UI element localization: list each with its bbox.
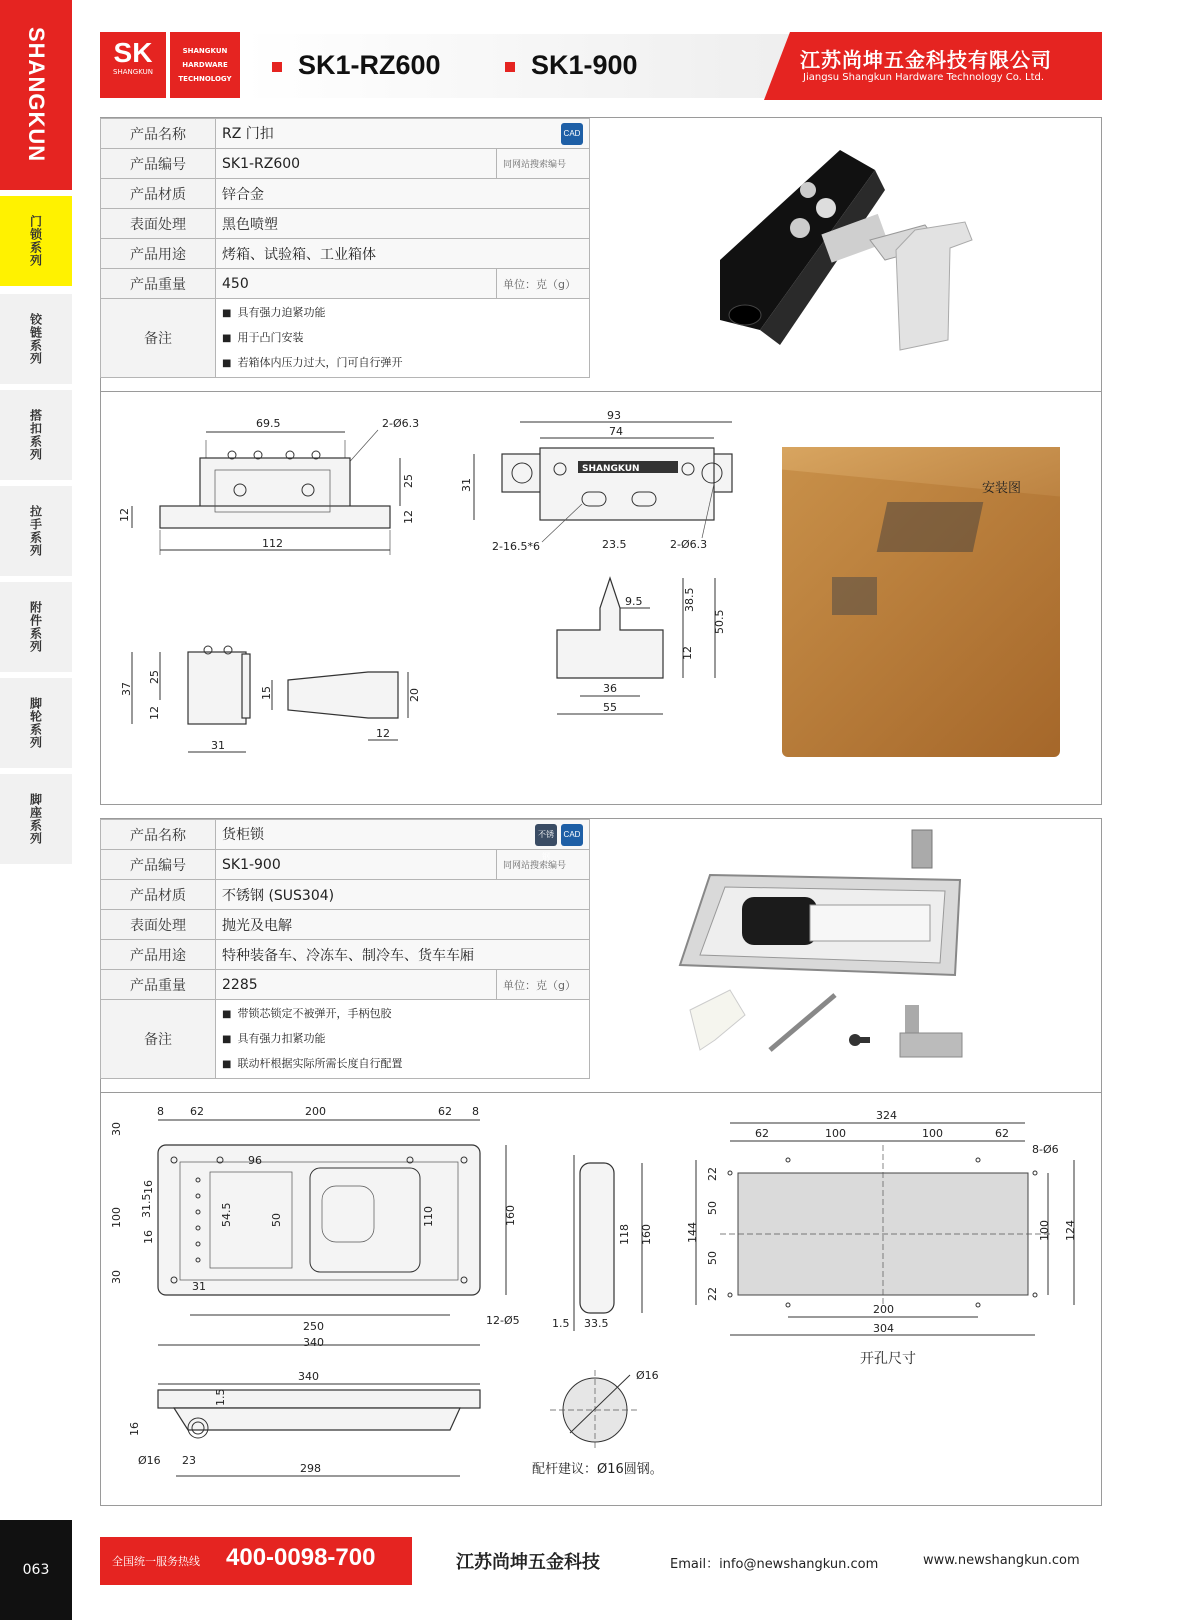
svg-text:100: 100 — [110, 1207, 123, 1228]
svg-text:250: 250 — [303, 1320, 324, 1333]
svg-text:62: 62 — [755, 1127, 769, 1140]
svg-text:100: 100 — [1038, 1220, 1051, 1241]
product1-spec-table: 产品名称 RZ 门扣 CAD 产品编号 SK1-RZ600 同网站搜索编号 产品材质 锌合金 表面处理 黑色喷塑 产品用途 烤箱、试验箱、工业箱体 产品重量 450 单位：克（g） 备注 ■ 具有强力迫紧功能 ■ 用于凸门安装 ■ 若箱体内压力过大，门可自行弹开 — [100, 118, 590, 378]
svg-text:31: 31 — [192, 1280, 206, 1293]
svg-text:31: 31 — [460, 478, 473, 492]
svg-text:36: 36 — [603, 682, 617, 695]
svg-text:16: 16 — [128, 1422, 141, 1436]
svg-text:16: 16 — [142, 1180, 155, 1194]
product1-side-view — [118, 640, 258, 765]
svg-text:54.5: 54.5 — [220, 1202, 233, 1227]
brand-rail-text: SHANGKUN — [24, 27, 49, 163]
logo-text: SHANGKUN HARDWARE TECHNOLOGY — [170, 32, 240, 98]
svg-text:110: 110 — [422, 1206, 435, 1227]
svg-text:340: 340 — [303, 1336, 324, 1349]
svg-text:340: 340 — [298, 1370, 319, 1383]
svg-text:16: 16 — [142, 1230, 155, 1244]
svg-text:25: 25 — [148, 670, 161, 684]
svg-text:50: 50 — [706, 1251, 719, 1265]
cutout-label: 开孔尺寸 — [860, 1351, 916, 1367]
product2-weight: 2285 — [216, 970, 497, 1000]
hotline-number[interactable]: 400-0098-700 — [226, 1544, 376, 1571]
page-number: 063 — [0, 1520, 72, 1620]
nav-item-handle[interactable]: 拉手系列 — [0, 486, 72, 576]
search-hint: 同网站搜索编号 — [497, 149, 590, 179]
product2-cutout-view — [686, 1105, 1090, 1375]
svg-text:50: 50 — [706, 1201, 719, 1215]
svg-text:9.5: 9.5 — [625, 595, 643, 608]
svg-text:8: 8 — [157, 1105, 164, 1118]
svg-text:200: 200 — [305, 1105, 326, 1118]
install-image — [782, 447, 1060, 757]
svg-text:Ø16: Ø16 — [138, 1454, 161, 1467]
rod-note: 配杆建议：Ø16圆钢。 — [532, 1462, 663, 1477]
svg-text:160: 160 — [640, 1224, 653, 1245]
nav-item-foot[interactable]: 脚座系列 — [0, 774, 72, 864]
svg-text:SHANGKUN: SHANGKUN — [582, 464, 640, 474]
model-1: SK1-RZ600 — [298, 50, 441, 80]
product1-top-view — [452, 408, 742, 558]
product1-weight: 450 — [216, 269, 497, 299]
weight-unit: 单位：克（g） — [497, 269, 590, 299]
svg-text:62: 62 — [438, 1105, 452, 1118]
product2-spec-table: 产品名称 货柜锁 CAD 不锈钢 产品编号 SK1-900 同网站搜索编号 产品材质 不锈钢 (SUS304) 表面处理 抛光及电解 产品用途 特种装备车、冷冻车、制冷车、货车车厢 产品重量 2285 单位：克（g） 备注 ■ 带锁芯锁定不被弹开，手柄包胶 ■ 具有强力扣紧功能 ■ 联动杆根据实际所需长度自行配置 — [100, 819, 590, 1079]
svg-text:8: 8 — [472, 1105, 479, 1118]
product1-front-view — [110, 410, 440, 580]
product2-photo — [670, 825, 1000, 1085]
company-name-cn: 江苏尚坤五金科技有限公司 — [800, 48, 1052, 72]
brand-rail — [0, 0, 72, 190]
svg-text:160: 160 — [504, 1205, 517, 1226]
svg-text:2-Ø6.3: 2-Ø6.3 — [382, 417, 420, 430]
svg-text:37: 37 — [120, 682, 133, 696]
svg-text:112: 112 — [262, 537, 283, 550]
svg-text:30: 30 — [110, 1122, 123, 1136]
divider — [100, 391, 1101, 392]
svg-text:12: 12 — [118, 508, 131, 522]
footer-company: 江苏尚坤五金科技 — [456, 1552, 600, 1573]
svg-text:200: 200 — [873, 1303, 894, 1316]
svg-text:12: 12 — [376, 727, 390, 740]
svg-text:96: 96 — [248, 1154, 262, 1167]
product2-bottom-view — [110, 1368, 490, 1488]
model-2: SK1-900 — [531, 50, 638, 80]
product1-material: 锌合金 — [216, 179, 590, 209]
footer-website[interactable]: www.newshangkun.com — [923, 1553, 1080, 1568]
product2-rod-section — [530, 1365, 720, 1475]
svg-text:100: 100 — [825, 1127, 846, 1140]
product2-finish: 抛光及电解 — [216, 910, 590, 940]
svg-text:55: 55 — [603, 701, 617, 714]
svg-text:74: 74 — [609, 425, 623, 438]
svg-text:15: 15 — [260, 686, 273, 700]
svg-text:69.5: 69.5 — [256, 417, 281, 430]
model-bullet — [272, 62, 282, 72]
logo-sub: SHANGKUN — [113, 68, 153, 76]
product1-t-handle-view — [555, 568, 755, 738]
svg-text:93: 93 — [607, 409, 621, 422]
svg-text:33.5: 33.5 — [584, 1317, 609, 1330]
divider — [100, 1092, 1101, 1093]
product1-notes: ■ 具有强力迫紧功能 ■ 用于凸门安装 ■ 若箱体内压力过大，门可自行弹开 — [216, 299, 590, 378]
svg-text:23.5: 23.5 — [602, 538, 627, 551]
product2-code: SK1-900 — [216, 850, 497, 880]
svg-text:304: 304 — [873, 1322, 894, 1335]
product1-photo — [700, 130, 1000, 380]
svg-text:144: 144 — [686, 1222, 699, 1243]
product1-name: RZ 门扣 — [222, 125, 274, 142]
hotline-label: 全国统一服务热线 — [112, 1555, 200, 1568]
svg-text:20: 20 — [408, 688, 421, 702]
svg-text:23: 23 — [182, 1454, 196, 1467]
product2-notes: ■ 带锁芯锁定不被弹开，手柄包胶 ■ 具有强力扣紧功能 ■ 联动杆根据实际所需长度自行配置 — [216, 1000, 590, 1079]
svg-text:1.5: 1.5 — [214, 1388, 227, 1406]
product2-front-view — [110, 1100, 550, 1350]
company-name-en: Jiangsu Shangkun Hardware Technology Co. Ltd. — [803, 72, 1045, 83]
product1-code: SK1-RZ600 — [216, 149, 497, 179]
svg-text:31: 31 — [211, 739, 225, 752]
svg-text:31.5: 31.5 — [140, 1193, 153, 1218]
product1-usage: 烤箱、试验箱、工业箱体 — [216, 239, 590, 269]
nav-item-hinge[interactable]: 铰链系列 — [0, 294, 72, 384]
svg-text:12: 12 — [148, 706, 161, 720]
svg-text:2-Ø6.3: 2-Ø6.3 — [670, 538, 708, 551]
product2-name: 货柜锁 — [222, 826, 264, 843]
nav-item-hasp[interactable]: 搭扣系列 — [0, 390, 72, 480]
svg-text:62: 62 — [995, 1127, 1009, 1140]
svg-text:100: 100 — [922, 1127, 943, 1140]
svg-text:12: 12 — [402, 510, 415, 524]
svg-text:124: 124 — [1064, 1220, 1077, 1241]
svg-text:22: 22 — [706, 1167, 719, 1181]
svg-text:38.5: 38.5 — [683, 587, 696, 612]
svg-text:30: 30 — [110, 1270, 123, 1284]
search-hint: 同网站搜索编号 — [497, 850, 590, 880]
stainless-icon: 不锈钢 — [535, 824, 557, 846]
weight-unit: 单位：克（g） — [497, 970, 590, 1000]
label-name: 产品名称 — [101, 119, 216, 149]
product2-usage: 特种装备车、冷冻车、制冷车、货车车厢 — [216, 940, 590, 970]
product2-side-view — [552, 1145, 662, 1340]
nav-item-accessory[interactable]: 附件系列 — [0, 582, 72, 672]
svg-text:12: 12 — [681, 646, 694, 660]
svg-text:50: 50 — [270, 1213, 283, 1227]
svg-text:12-Ø5: 12-Ø5 — [486, 1314, 520, 1327]
lock-silhouette — [877, 502, 984, 552]
model-bullet — [505, 62, 515, 72]
nav-item-door-lock[interactable]: 门锁系列 — [0, 196, 72, 286]
cad-icon[interactable]: CAD — [561, 824, 583, 846]
logo-mark: SK — [113, 37, 153, 68]
svg-text:324: 324 — [876, 1109, 897, 1122]
logo — [100, 32, 166, 98]
svg-text:118: 118 — [618, 1224, 631, 1245]
nav-item-caster[interactable]: 脚轮系列 — [0, 678, 72, 768]
svg-text:25: 25 — [402, 474, 415, 488]
svg-text:50.5: 50.5 — [713, 609, 726, 634]
svg-text:Ø16: Ø16 — [636, 1369, 659, 1382]
svg-text:8-Ø6: 8-Ø6 — [1032, 1143, 1059, 1156]
svg-text:2-16.5*6: 2-16.5*6 — [492, 540, 540, 553]
footer-email[interactable]: Email：info@newshangkun.com — [670, 1557, 879, 1572]
svg-text:22: 22 — [706, 1287, 719, 1301]
product1-finish: 黑色喷塑 — [216, 209, 590, 239]
product1-key-view — [258, 660, 428, 765]
product2-material: 不锈钢 (SUS304) — [216, 880, 590, 910]
svg-text:62: 62 — [190, 1105, 204, 1118]
install-label: 安装图 — [982, 481, 1022, 496]
svg-text:298: 298 — [300, 1462, 321, 1475]
cad-icon[interactable]: CAD — [561, 123, 583, 145]
svg-text:1.5: 1.5 — [552, 1317, 570, 1330]
